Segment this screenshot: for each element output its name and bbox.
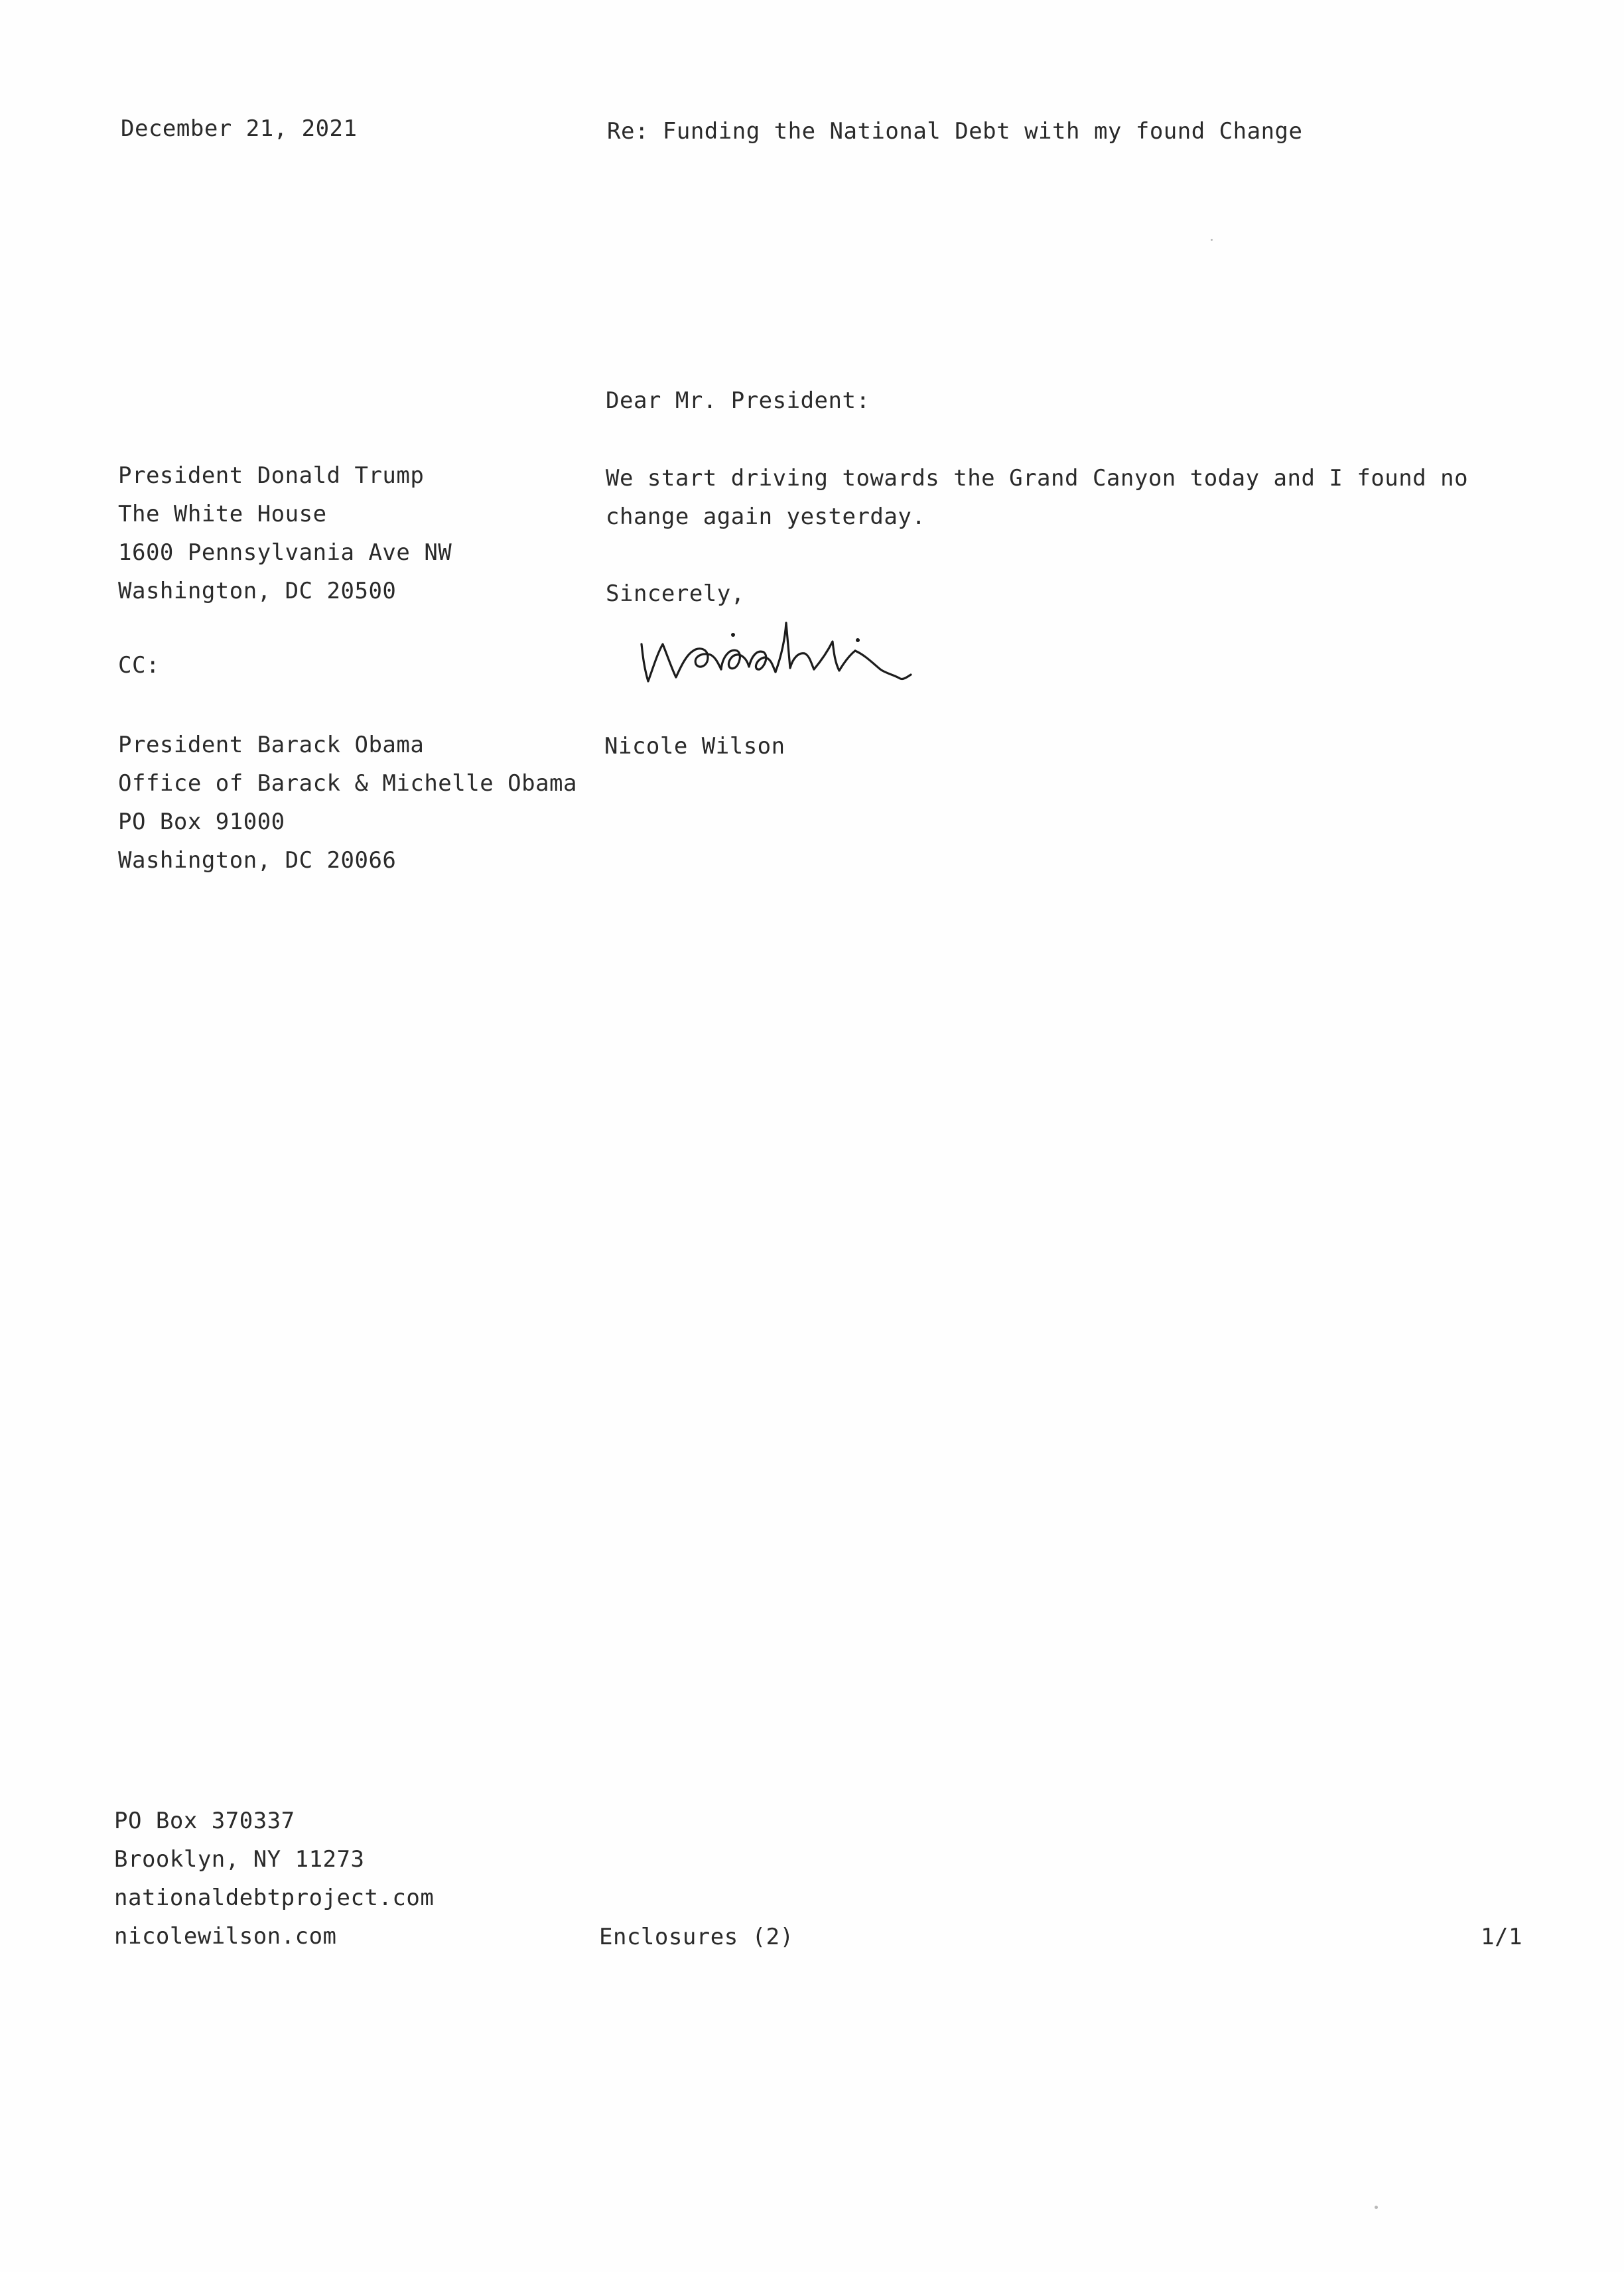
page-number: 1/1 xyxy=(1481,1924,1522,1950)
body-line: change again yesterday. xyxy=(606,503,926,530)
salutation: Dear Mr. President: xyxy=(606,387,870,414)
body-line: We start driving towards the Grand Canyon today and I found no xyxy=(606,465,1469,492)
handwritten-signature xyxy=(634,600,952,700)
recipient-line: The White House xyxy=(118,501,327,527)
sender-line: nicolewilson.com xyxy=(114,1923,337,1950)
recipient-line: Washington, DC 20500 xyxy=(118,578,397,604)
cc-recipient-line: Washington, DC 20066 xyxy=(118,847,397,874)
cc-recipient-line: Office of Barack & Michelle Obama xyxy=(118,770,578,797)
closing: Sincerely, xyxy=(606,580,745,607)
scan-speck xyxy=(1375,2206,1378,2209)
recipient-line: 1600 Pennsylvania Ave NW xyxy=(118,539,452,566)
cc-recipient-address xyxy=(118,726,577,880)
enclosures-note: Enclosures (2) xyxy=(599,1924,794,1950)
signer-name: Nicole Wilson xyxy=(604,733,785,760)
recipient-address xyxy=(118,456,452,610)
sender-line: Brooklyn, NY 11273 xyxy=(114,1846,365,1873)
sender-line: PO Box 370337 xyxy=(114,1808,295,1834)
scan-speck xyxy=(1211,239,1213,241)
letter-body xyxy=(606,459,1468,536)
cc-recipient-line: President Barack Obama xyxy=(118,732,425,758)
sender-line: nationaldebtproject.com xyxy=(114,1885,435,1911)
cc-label: CC: xyxy=(118,652,160,679)
sender-address xyxy=(114,1802,434,1956)
recipient-line: President Donald Trump xyxy=(118,462,425,489)
cc-recipient-line: PO Box 91000 xyxy=(118,809,285,835)
letter-subject: Re: Funding the National Debt with my found Change xyxy=(607,118,1303,145)
letter-date: December 21, 2021 xyxy=(121,115,358,142)
